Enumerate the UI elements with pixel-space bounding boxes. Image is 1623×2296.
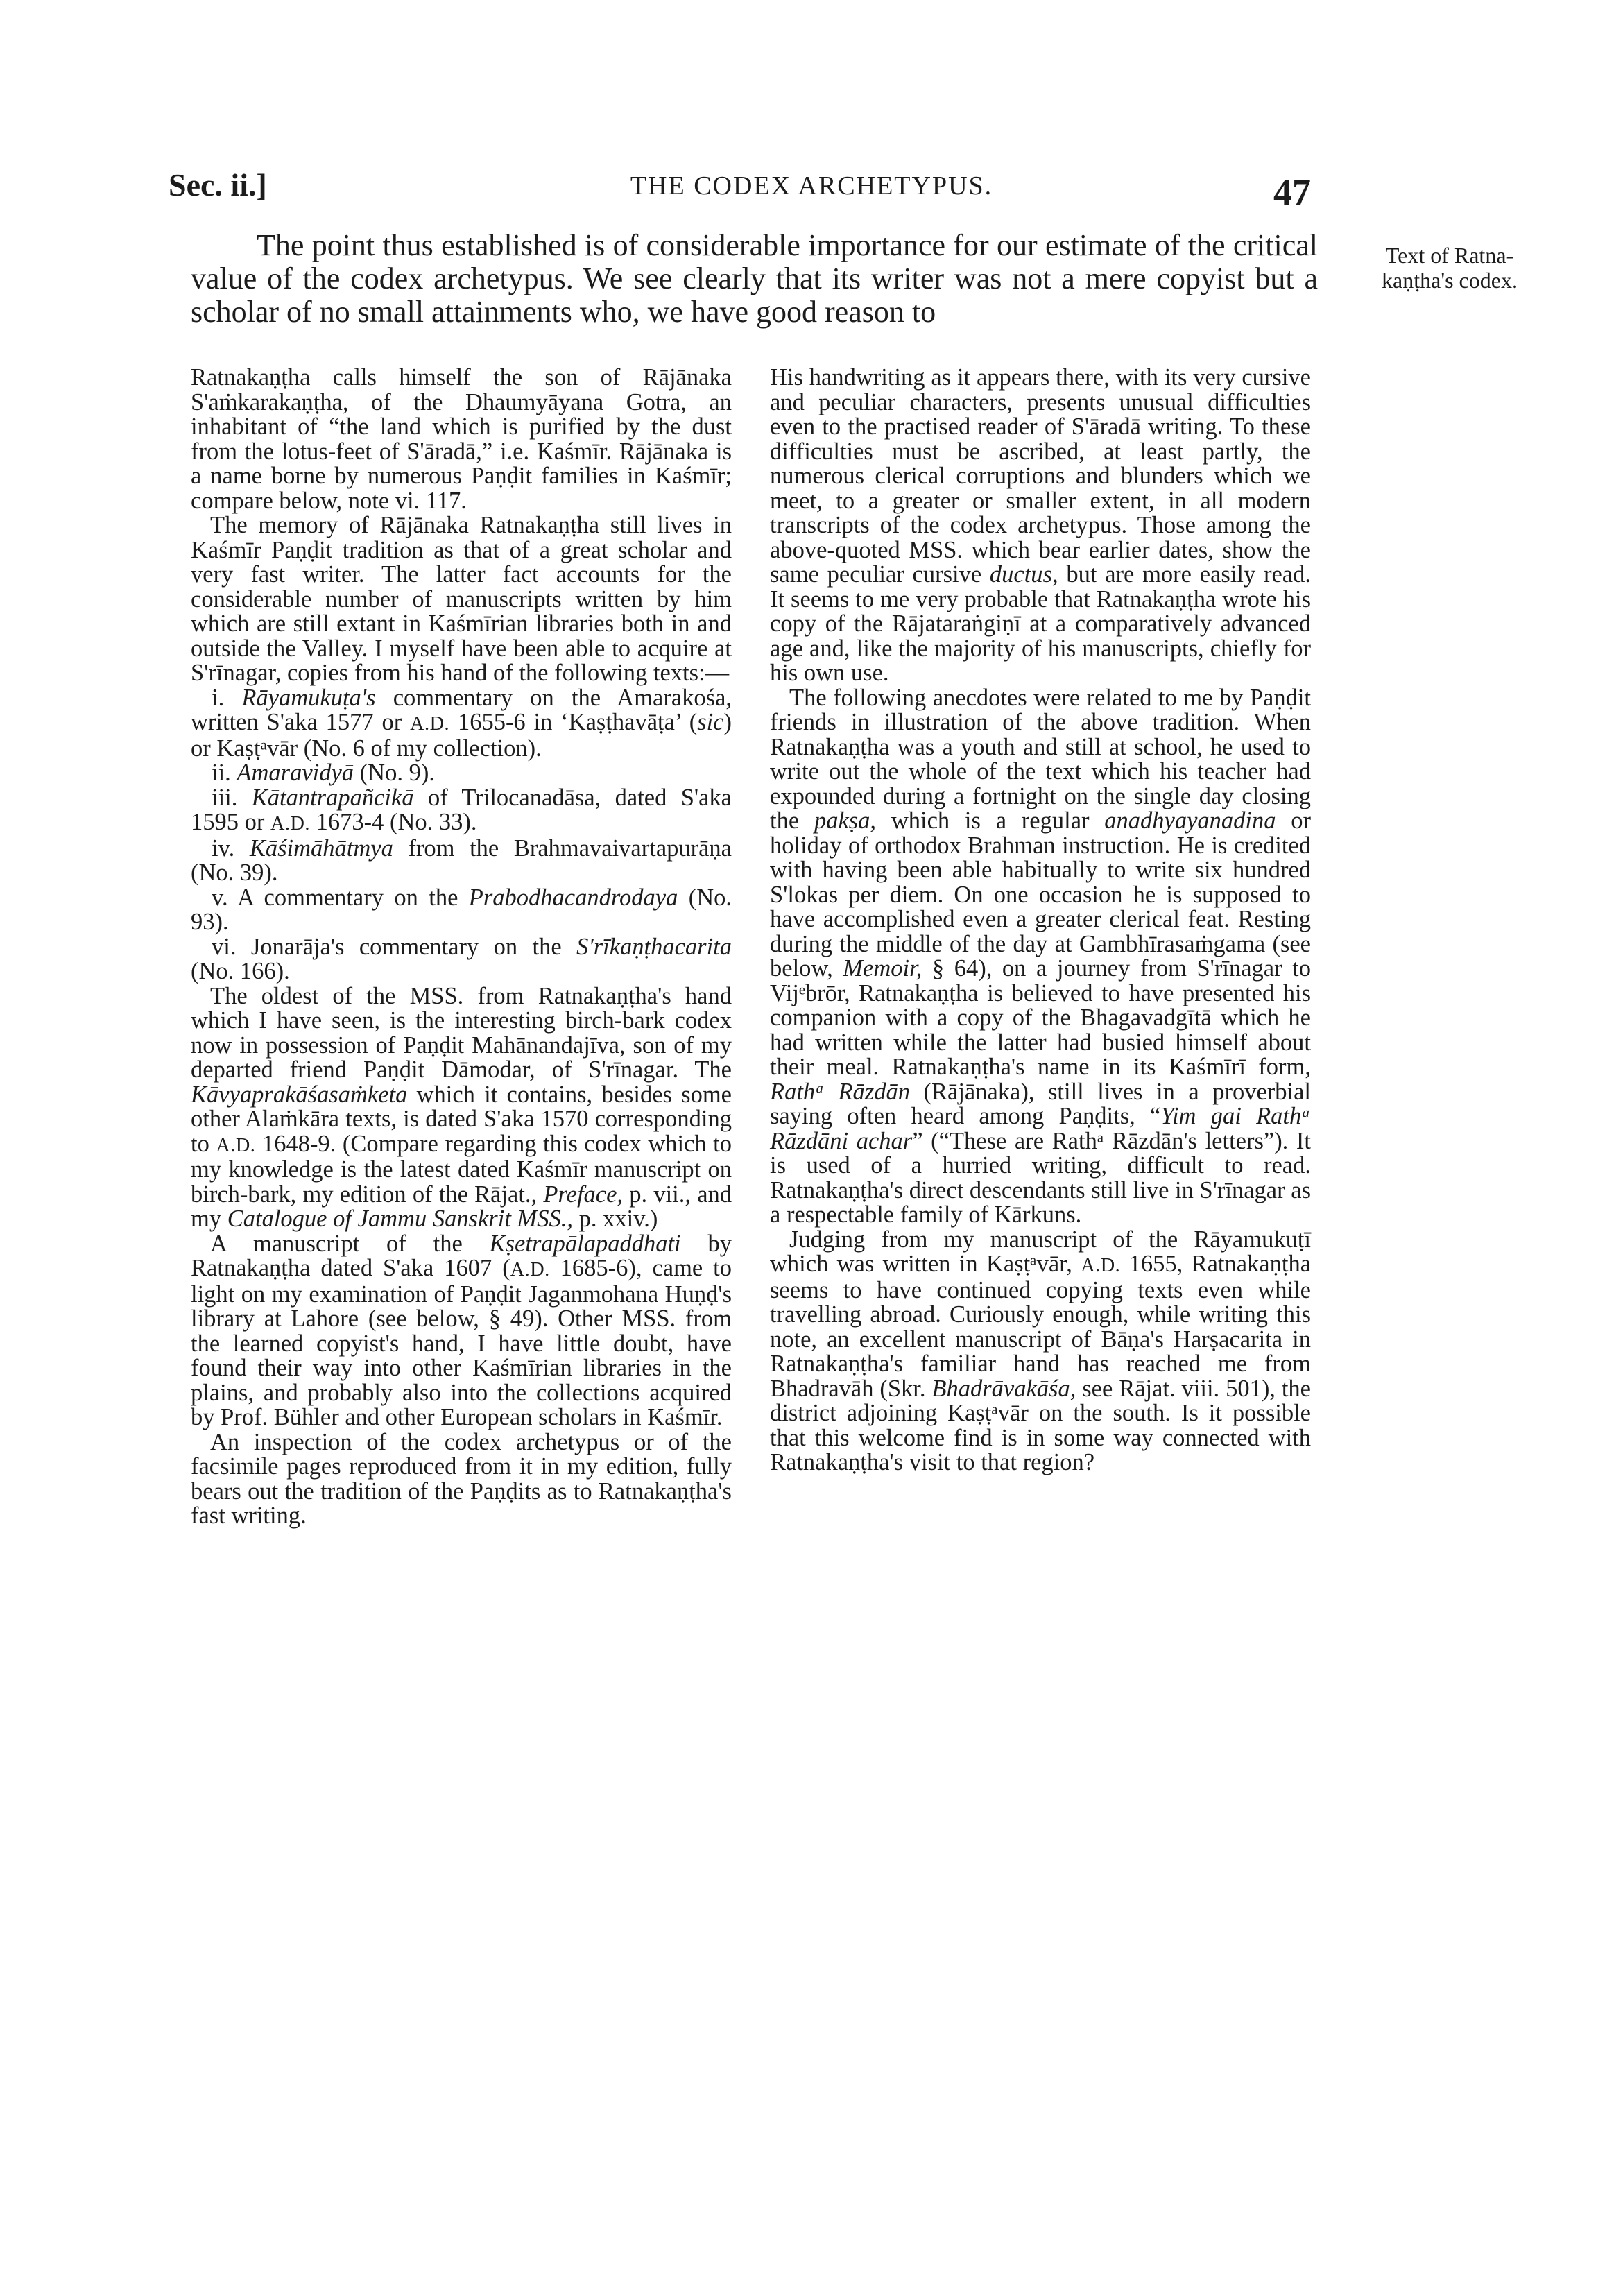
list-item: i. Rāyamukuṭa's commentary on the Amarakośa, written S'aka 1577 or A.D. 1655-6 in ‘Kaṣṭhavāṭa’ (sic) or Kaṣṭᵃvār (No. 6 of my collection). [191,684,732,762]
footnote-paragraph: The following anecdotes were related to me by Paṇḍit friends in illustration of the above tradition. When Ratnakaṇṭha was a youth and still at school, he used to write out the whole of the text which his teacher had expounded during a fortnight on the single day closing the pakṣa, which is a regular anadhyayanadina or holiday of orthodox Brahman instruction. He is credited with having been able habitually to write six hundred S'lokas per diem. On one occasion he is supposed to have accomplished even a greater clerical feat. Resting during the middle of the day at Gambhīrasaṁgama (see below, Memoir, § 64), on a journey from S'rīnagar to Vijᵉbrōr, Ratnakaṇṭha is believed to have presented his companion with a copy of the Bhagavadgītā which he had written while the latter had busied himself about their meal. Ratnakaṇṭha's name in its Kaśmīrī form, Rathᵃ Rāzdān (Rājānaka), still lives in a proverbial saying often heard among Paṇḍits, “Yim gai Rathᵃ Rāzdāni achar” (“These are Rathᵃ Rāzdān's letters”). It is used of a hurried writing, difficult to read. Ratnakaṇṭha's direct descendants still live in S'rīnagar as a respectable family of Kārkuns. [770,684,1312,1228]
list-item: ii. Amaravidyā (No. 9). [212,760,435,786]
footnote-paragraph: The oldest of the MSS. from Ratnakaṇṭha's hand which I have seen, is the interesting birch-bark codex now in possession of Paṇḍit Mahānandajīva, son of my departed friend Paṇḍit Dāmodar, of S'rīnagar. The Kāvyaprakāśasaṁketa which it contains, besides some other Alaṁkāra texts, is dated S'aka 1570 corresponding to A.D. 1648-9. (Compare regarding this codex which to my knowledge is the latest dated Kaśmīr manuscript on birch-bark, my edition of the Rājat., Preface, p. vii., and my Catalogue of Jammu Sanskrit MSS., p. xxiv.) [191,982,732,1232]
right-footnote-column [770,366,1311,1475]
list-item: iii. Kātantrapañcikā of Trilocanadāsa, dated S'aka 1595 or A.D. 1673-4 (No. 33). [191,784,732,835]
list-item: iv. Kāśimāhātmya from the Brahmavaivartapurāṇa (No. 39). [191,834,732,886]
list-item: v. A commentary on the Prabodhacandrodaya (No. 93). [191,884,732,935]
margin-note: Text of Ratna-kaṇṭha's codex. [1382,243,1518,293]
intro-paragraph [191,229,1318,329]
running-title: THE CODEX ARCHETYPUS. [630,171,993,200]
page-number: 47 [1273,171,1311,213]
footnote-paragraph: The memory of Rājānaka Ratnakaṇṭha still lives in Kaśmīr Paṇḍit tradition as that of a great scholar and very fast writer. The latter fact accounts for the considerable number of manuscripts written by him which are still extant in Kaśmīrian libraries both in and outside the Valley. I myself have been able to acquire at S'rīnagar, copies from his hand of the following texts:— [191,512,732,686]
footnote-paragraph: Judging from my manuscript of the Rāyamukuṭī which was written in Kaṣṭᵃvār, A.D. 1655, Ratnakaṇṭha seems to have continued copying texts even while travelling abroad. Curiously enough, while writing this note, an excellent manuscript of Bāṇa's Harṣacarita in Ratnakaṇṭha's familiar hand has reached me from Bhadravāh (Skr. Bhadrāvakāśa, see Rājat. viii. 501), the district adjoining Kaṣṭᵃvār on the south. Is it possible that this welcome find is in some way connected with Ratnakaṇṭha's visit to that region? [770,1226,1312,1475]
footnote-paragraph: Ratnakaṇṭha calls himself the son of Rājānaka S'aṁkarakaṇṭha, of the Dhaumyāyana Gotra, an inhabitant of “the land which is purified by the dust from the lotus-feet of S'āradā,” i.e. Kaśmīr. Rājānaka is a name borne by numerous Paṇḍit families in Kaśmīr; compare below, note vi. 117. [191,364,732,514]
footnote-paragraph: An inspection of the codex archetypus or of the facsimile pages reproduced from it in my edition, fully bears out the tradition of the Paṇḍits as to Ratnakaṇṭha's fast writing. [191,1428,732,1529]
footnote-paragraph: A manuscript of the Kṣetrapālapaddhati by Ratnakaṇṭha dated S'aka 1607 (A.D. 1685-6), came to light on my examination of Paṇḍit Jaganmohana Huṇḍ's library at Lahore (see below, § 49). Other MSS. from the learned copyist's hand, I have little doubt, have found their way into other Kaśmīrian libraries in the plains, and probably also into the collections acquired by Prof. Bühler and other European scholars in Kaśmīr. [191,1230,732,1430]
footnote-paragraph: His handwriting as it appears there, with its very cursive and peculiar characters, presents unusual difficulties even to the practised reader of S'āradā writing. To these difficulties must be ascribed, at least partly, the numerous clerical corruptions and blunders which we meet, to a greater or smaller extent, in all modern transcripts of the codex archetypus. Those among the above-quoted MSS. which bear earlier dates, show the same peculiar cursive ductus, but are more easily read. It seems to me very probable that Ratnakaṇṭha wrote his copy of the Rājataraṅgiṇī at a comparatively advanced age and, like the majority of his manuscripts, chiefly for his own use. [770,364,1311,686]
intro-text: The point thus established is of considerable importance for our estimate of the critical value of the codex archetypus. We see clearly that its writer was not a mere copyist but a scholar of no small attainments who, we have good reason to [191,228,1318,329]
list-item: vi. Jonarāja's commentary on the S'rīkaṇṭhacarita (No. 166). [191,933,732,984]
left-footnote-column [191,366,732,1529]
section-marker: Sec. ii.] [169,167,267,203]
